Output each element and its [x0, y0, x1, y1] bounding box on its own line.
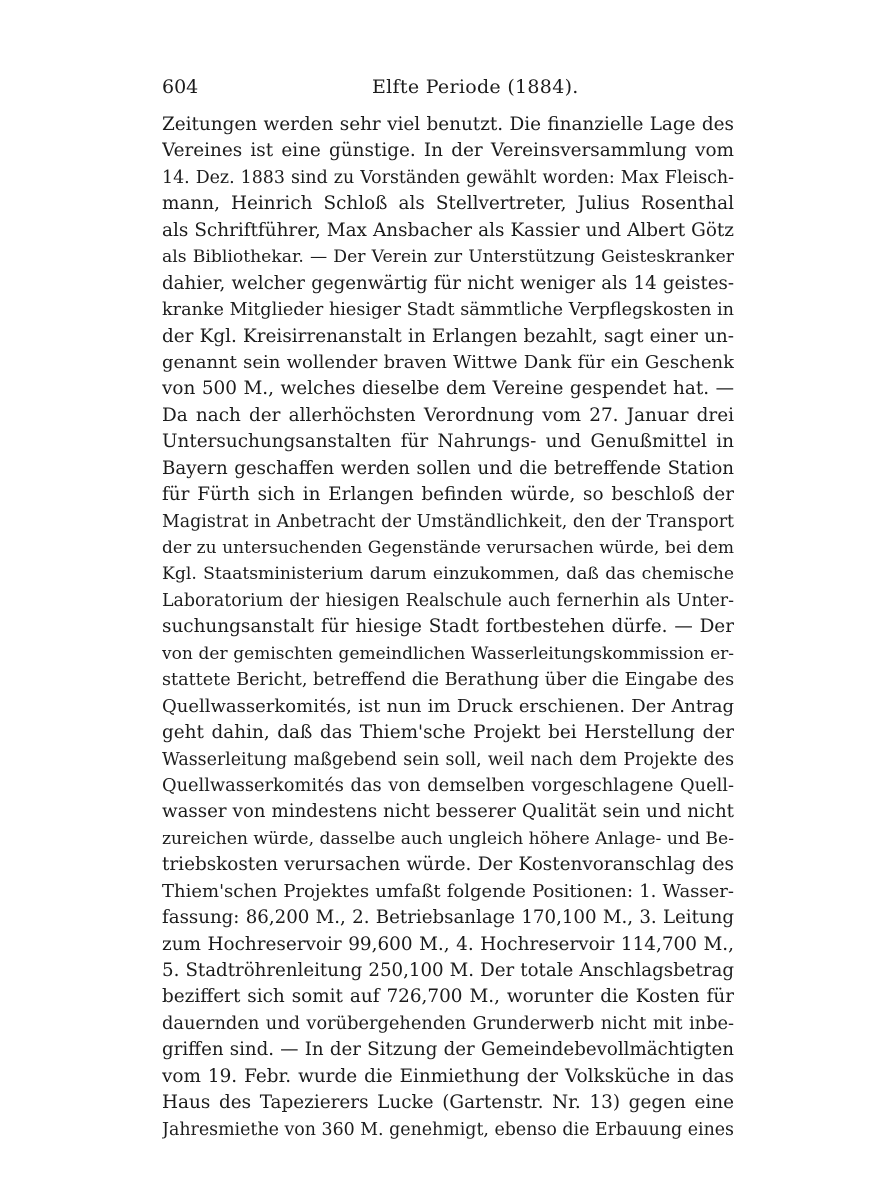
- text-line: Magistrat in Anbetracht der Umständlichkeit, den der Transport: [162, 511, 734, 532]
- text-line: dahier, welcher gegenwärtig für nicht weniger als 14 geistes-: [162, 272, 734, 294]
- text-line: Zeitungen werden sehr viel benutzt. Die finanzielle Lage des: [162, 114, 734, 135]
- text-line: dauernden und vorübergehenden Grunderwerb nicht mit inbe-: [162, 1012, 734, 1034]
- text-line: genannt sein wollender braven Wittwe Dank für ein Geschenk: [162, 351, 734, 373]
- page-number: 604: [162, 76, 199, 98]
- text-line: der zu untersuchenden Gegenstände verursachen würde, bei dem: [162, 538, 734, 558]
- text-line: Jahresmiethe von 360 M. genehmigt, ebenso die Erbauung eines: [162, 1119, 734, 1140]
- text-line: Bayern geschaffen werden sollen und die betreffende Station: [162, 457, 734, 479]
- text-line: als Bibliothekar. — Der Verein zur Unterstützung Geisteskranker: [162, 247, 734, 268]
- text-line: für Fürth sich in Erlangen befinden würde, so beschloß der: [162, 484, 734, 506]
- text-line: Wasserleitung maßgebend sein soll, weil nach dem Projekte des: [162, 749, 734, 770]
- text-line: Quellwasserkomités das von demselben vorgeschlagene Quell-: [162, 774, 734, 796]
- text-line: Untersuchungsanstalten für Nahrungs- und Genußmittel in: [162, 431, 734, 453]
- text-line: triebskosten verursachen würde. Der Kostenvoranschlag des: [162, 854, 734, 876]
- text-line: stattete Bericht, betreffend die Berathung über die Eingabe des: [162, 670, 734, 691]
- text-line: vom 19. Febr. wurde die Einmiethung der Volksküche in das: [162, 1065, 734, 1087]
- text-line: Da nach der allerhöchsten Verordnung vom 27. Januar drei: [162, 404, 734, 426]
- text-line: kranke Mitglieder hiesiger Stadt sämmtliche Verpflegskosten in: [162, 300, 734, 321]
- text-line: wasser von mindestens nicht besserer Qualität sein und nicht: [162, 801, 734, 823]
- text-line: Laboratorium der hiesigen Realschule auch fernerhin als Unter-: [162, 590, 734, 611]
- text-line: suchungsanstalt für hiesige Stadt fortbestehen dürfe. — Der: [162, 616, 734, 638]
- text-line: Quellwasserkomités, ist nun im Druck erschienen. Der Antrag: [162, 695, 734, 717]
- running-head: Elfte Periode (1884).: [372, 76, 579, 98]
- text-line: fassung: 86,200 M., 2. Betriebsanlage 170,100 M., 3. Leitung: [162, 907, 734, 929]
- text-line: mann, Heinrich Schloß als Stellvertreter, Julius Rosenthal: [162, 193, 734, 215]
- text-line: der Kgl. Kreisirrenanstalt in Erlangen bezahlt, sagt einer un-: [162, 325, 734, 347]
- text-line: von der gemischten gemeindlichen Wasserleitungskommission er-: [162, 643, 734, 664]
- text-line: Haus des Tapezierers Lucke (Gartenstr. Nr. 13) gegen eine: [162, 1092, 734, 1114]
- text-line: zum Hochreservoir 99,600 M., 4. Hochreservoir 114,700 M.,: [162, 933, 734, 955]
- text-line: als Schriftführer, Max Ansbacher als Kassier und Albert Götz: [162, 219, 734, 241]
- text-line: 14. Dez. 1883 sind zu Vorständen gewählt worden: Max Fleisch-: [162, 167, 734, 188]
- body-text: [162, 112, 734, 1143]
- text-line: von 500 M., welches dieselbe dem Vereine gespendet hat. —: [162, 378, 734, 400]
- text-line: geht dahin, daß das Thiem'sche Projekt bei Herstellung der: [162, 722, 734, 744]
- text-line: Kgl. Staatsministerium darum einzukommen, daß das chemische: [162, 564, 734, 585]
- text-line: 5. Stadtröhrenleitung 250,100 M. Der totale Anschlagsbetrag: [162, 960, 734, 981]
- page-header: [162, 76, 734, 104]
- text-line: Thiem'schen Projektes umfaßt folgende Positionen: 1. Wasser-: [162, 880, 734, 902]
- text-line: zureichen würde, dasselbe auch ungleich höhere Anlage- und Be-: [162, 828, 734, 849]
- text-line: beziffert sich somit auf 726,700 M., worunter die Kosten für: [162, 986, 734, 1008]
- text-line: griffen sind. — In der Sitzung der Gemeindebevollmächtigten: [162, 1039, 734, 1061]
- text-line: Vereines ist eine günstige. In der Vereinsversammlung vom: [162, 140, 734, 162]
